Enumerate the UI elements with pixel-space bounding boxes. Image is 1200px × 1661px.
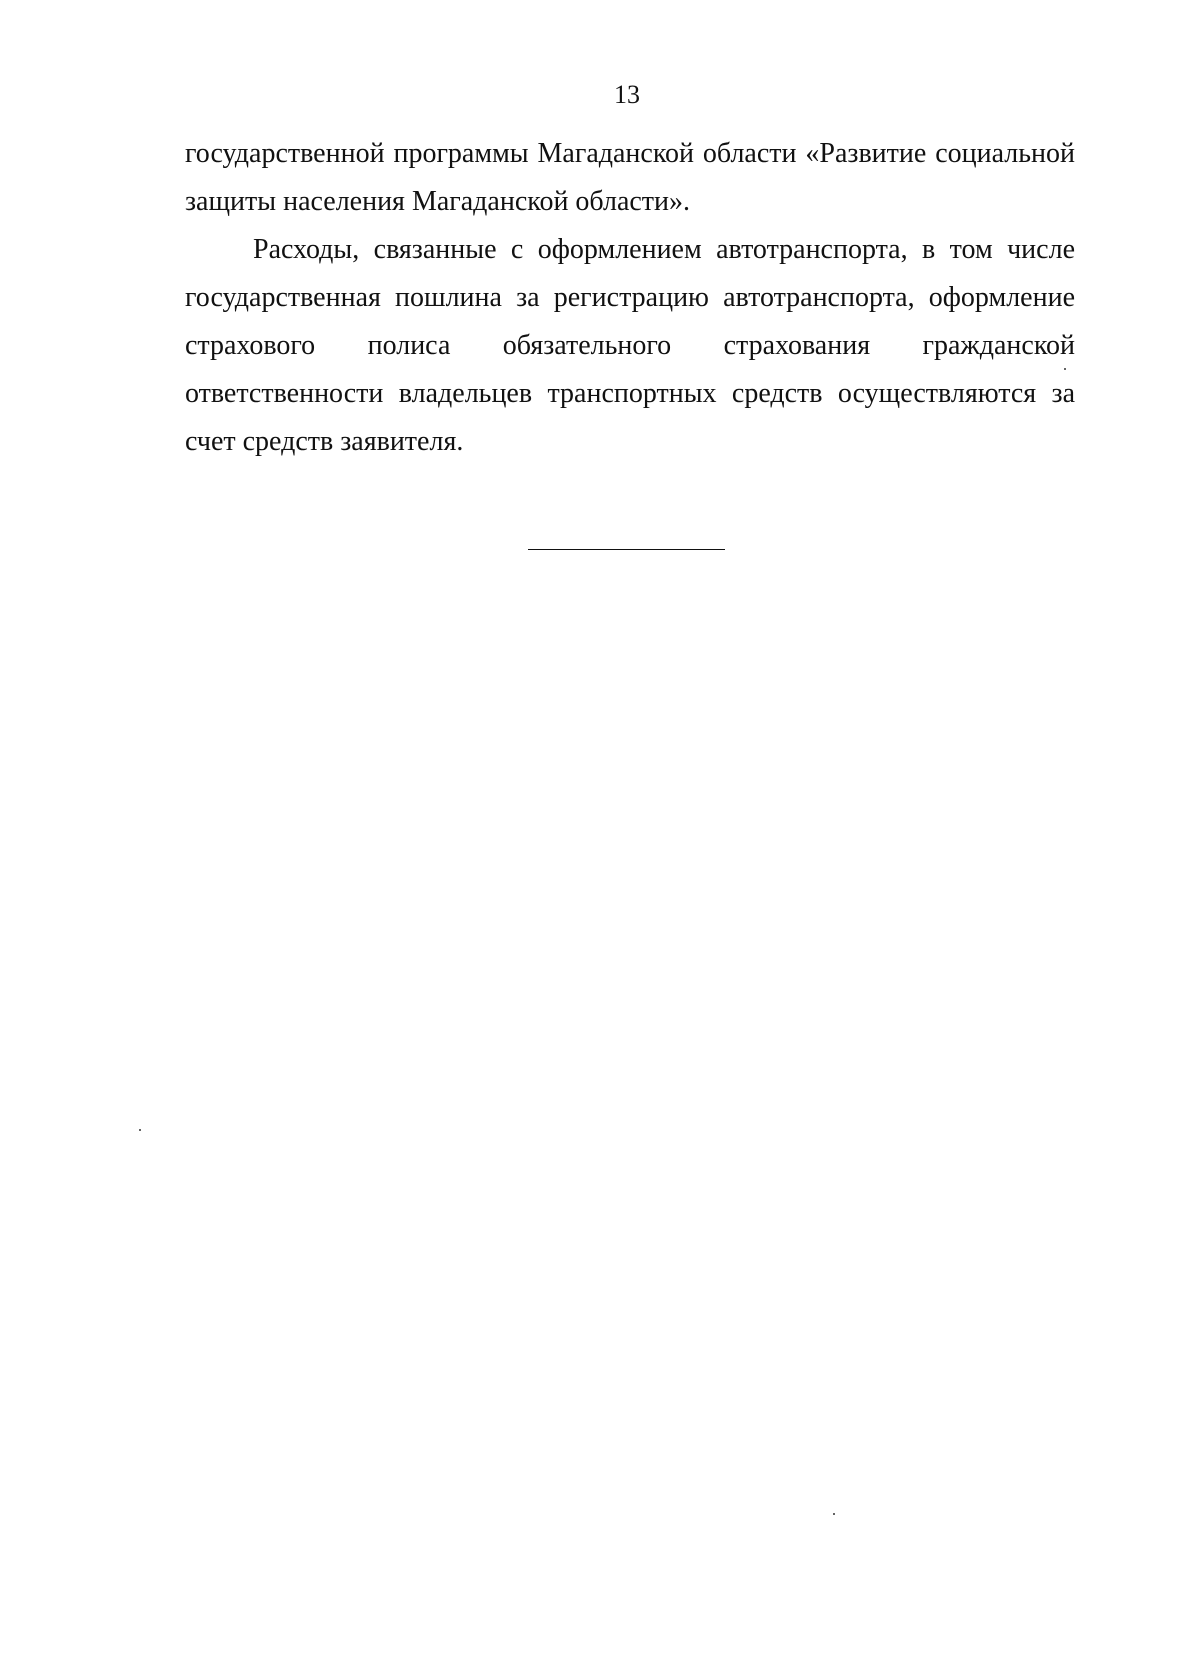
scan-speck bbox=[833, 1513, 835, 1515]
paragraph-expenses: Расходы, связанные с оформлением автотранспорта, в том числе государственная пошлина за регистрацию автотранспорта, оформление страхового полиса обязательного страхования гражданской ответственности владельцев транспортных средств осуществляются за счет средств заявителя. bbox=[185, 234, 1075, 457]
scan-speck bbox=[1064, 368, 1066, 370]
end-divider bbox=[528, 549, 725, 550]
scan-speck bbox=[139, 1129, 141, 1131]
page-number: 13 bbox=[614, 80, 640, 109]
paragraph-continuation: государственной программы Магаданской области «Развитие социальной защиты населения Магаданской области». bbox=[185, 138, 1075, 217]
document-body bbox=[185, 130, 1075, 466]
